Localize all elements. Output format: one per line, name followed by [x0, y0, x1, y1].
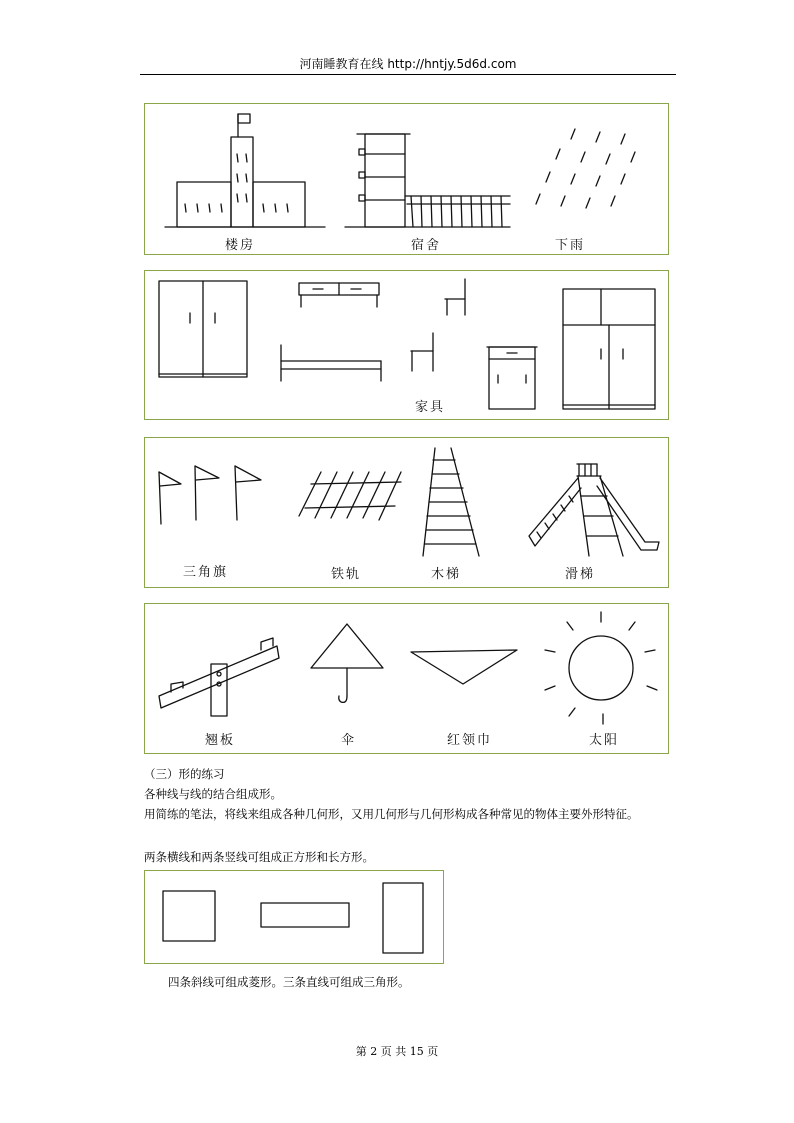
- panel-flags-tracks-ladders: [144, 437, 669, 588]
- horizontal-rectangle-drawing: [261, 903, 349, 927]
- umbrella-drawing: [311, 624, 383, 702]
- triangle-flags-drawing: [159, 466, 261, 524]
- seesaw-drawing: [159, 638, 279, 716]
- label-building: 楼房: [225, 238, 256, 253]
- dormitory-drawing: [345, 134, 510, 227]
- panel-squares-rectangles: [144, 870, 444, 964]
- seesaw-umbrella-sun-drawings: [145, 604, 670, 755]
- paragraph-line-2: 用简练的笔法，将线来组成各种几何形，又用几何形与几何形构成各种常见的物体主要外形特征。: [144, 807, 639, 821]
- buildings-rain-drawings: [145, 104, 670, 256]
- label-furniture: 家具: [415, 400, 446, 415]
- red-scarf-drawing: [411, 650, 517, 684]
- railway-track-drawing: [299, 472, 401, 520]
- label-umbrella: 伞: [341, 733, 357, 748]
- desk-drawing: [299, 283, 379, 307]
- paragraph-line-4: 四条斜线可组成菱形。三条直线可组成三角形。: [168, 975, 410, 989]
- label-slide: 滑梯: [565, 567, 596, 582]
- chair-drawing-2: [411, 333, 433, 371]
- page-header: 河南睡教育在线 http://hntjy.5d6d.com: [299, 57, 517, 71]
- paragraph-line-1: 各种线与线的结合组成形。: [144, 787, 282, 801]
- squares-rectangles-drawings: [145, 871, 445, 965]
- panel-seesaw-umbrella-sun: [144, 603, 669, 754]
- label-sun: 太阳: [589, 733, 620, 748]
- building-drawing: [165, 114, 325, 227]
- label-dormitory: 宿舍: [411, 238, 442, 253]
- header-rule: [140, 74, 676, 75]
- label-rain: 下雨: [555, 238, 586, 253]
- cabinet-drawing: [487, 347, 537, 409]
- sun-drawing: [545, 612, 657, 724]
- panel-buildings-rain: [144, 103, 669, 255]
- panel-furniture: [144, 270, 669, 420]
- rain-drawing: [536, 129, 635, 208]
- label-triangle-flags: 三角旗: [183, 565, 229, 580]
- slide-drawing: [529, 464, 659, 556]
- tall-wardrobe-drawing: [563, 289, 655, 409]
- paragraph-line-3: 两条横线和两条竖线可组成正方形和长方形。: [144, 850, 374, 864]
- label-red-scarf: 红领巾: [447, 733, 493, 748]
- section-title: （三）形的练习: [144, 767, 225, 781]
- label-seesaw: 翘板: [205, 733, 236, 748]
- flags-tracks-ladders-drawings: [145, 438, 670, 589]
- chair-drawing-1: [445, 279, 465, 315]
- vertical-rectangle-drawing: [383, 883, 423, 953]
- wooden-ladder-drawing: [423, 448, 479, 556]
- furniture-drawings: [145, 271, 670, 421]
- label-railway: 铁轨: [331, 567, 362, 582]
- page-footer: 第 2 页 共 15 页: [355, 1045, 439, 1058]
- label-wooden-ladder: 木梯: [431, 567, 462, 582]
- bed-drawing: [281, 345, 381, 381]
- wardrobe-drawing: [159, 281, 247, 377]
- square-drawing: [163, 891, 215, 941]
